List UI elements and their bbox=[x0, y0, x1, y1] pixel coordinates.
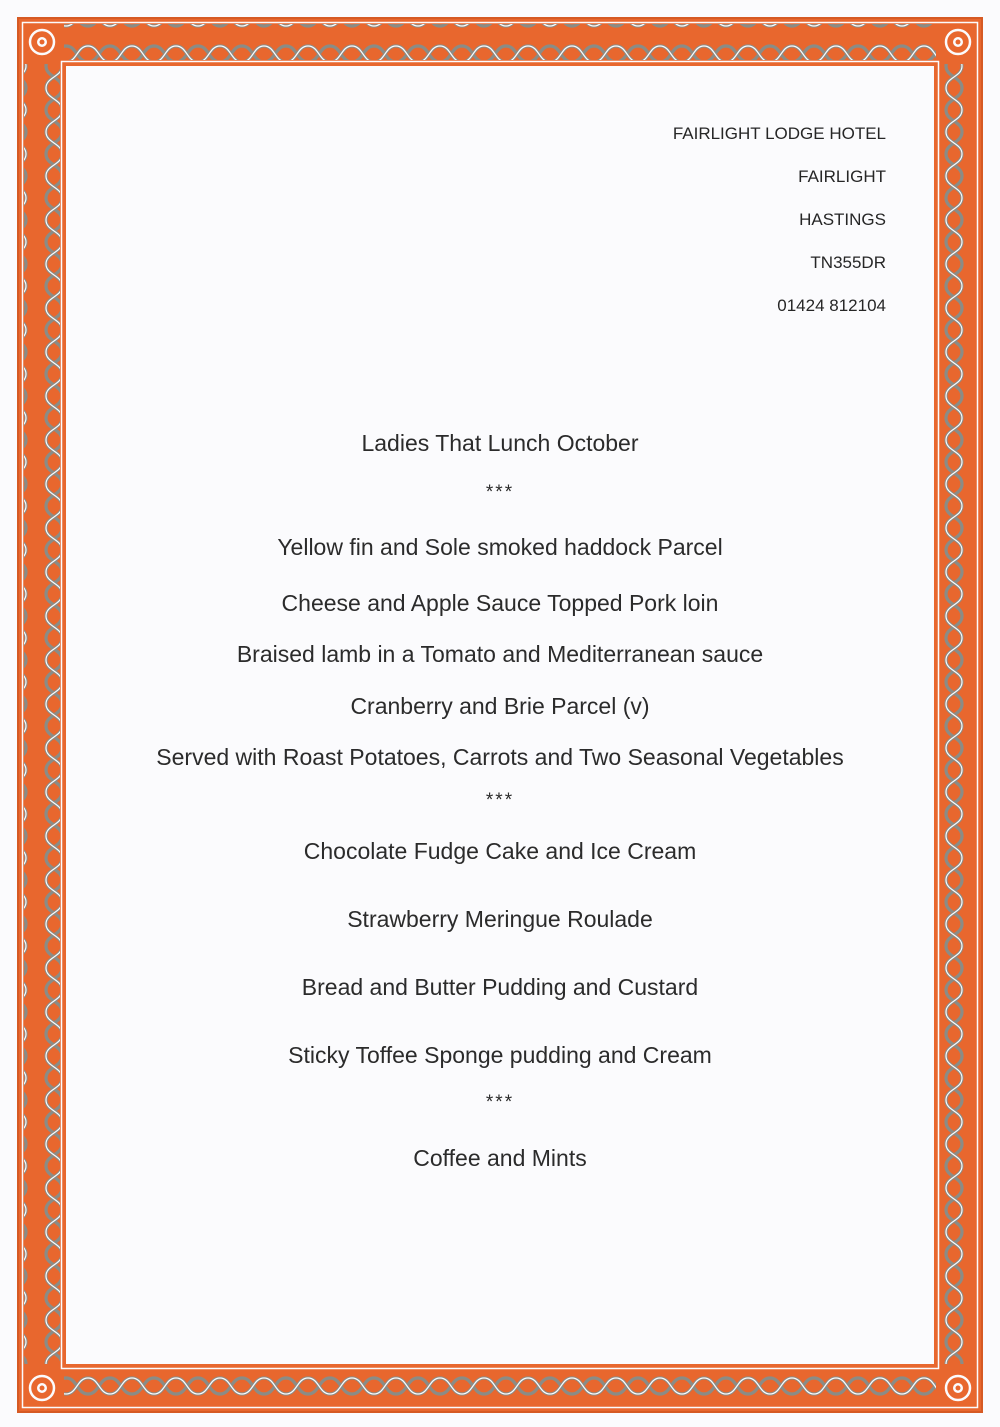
address-postcode: TN355DR bbox=[810, 253, 886, 272]
menu-closing: Coffee and Mints bbox=[413, 1145, 587, 1171]
menu-item: Yellow fin and Sole smoked haddock Parcel bbox=[277, 534, 723, 560]
corner-ornament-icon bbox=[24, 1370, 60, 1406]
menu-separator: *** bbox=[485, 482, 515, 503]
menu-item: Cheese and Apple Sauce Topped Pork loin bbox=[281, 590, 719, 616]
corner-ornament-icon bbox=[940, 24, 976, 60]
menu-separator: *** bbox=[485, 790, 515, 811]
corner-ornament-icon bbox=[940, 1370, 976, 1406]
hotel-address bbox=[673, 112, 886, 327]
corner-ornament-icon bbox=[24, 24, 60, 60]
dessert-item: Strawberry Meringue Roulade bbox=[347, 906, 653, 932]
dessert-item: Sticky Toffee Sponge pudding and Cream bbox=[288, 1042, 712, 1068]
hotel-name: FAIRLIGHT LODGE HOTEL bbox=[672, 124, 886, 143]
dessert-item: Bread and Butter Pudding and Custard bbox=[301, 974, 699, 1000]
address-phone: 01424 812104 bbox=[777, 296, 886, 315]
menu-item-accompaniment: Served with Roast Potatoes, Carrots and Two Seasonal Vegetables bbox=[156, 744, 844, 770]
menu-separator: *** bbox=[485, 1092, 515, 1113]
address-town: HASTINGS bbox=[799, 210, 886, 229]
dessert-item: Chocolate Fudge Cake and Ice Cream bbox=[303, 838, 697, 864]
menu-item: Cranberry and Brie Parcel (v) bbox=[350, 693, 650, 719]
menu-item: Braised lamb in a Tomato and Mediterranean sauce bbox=[236, 641, 764, 667]
address-locality: FAIRLIGHT bbox=[798, 167, 886, 186]
menu-title: Ladies That Lunch October bbox=[361, 430, 639, 456]
